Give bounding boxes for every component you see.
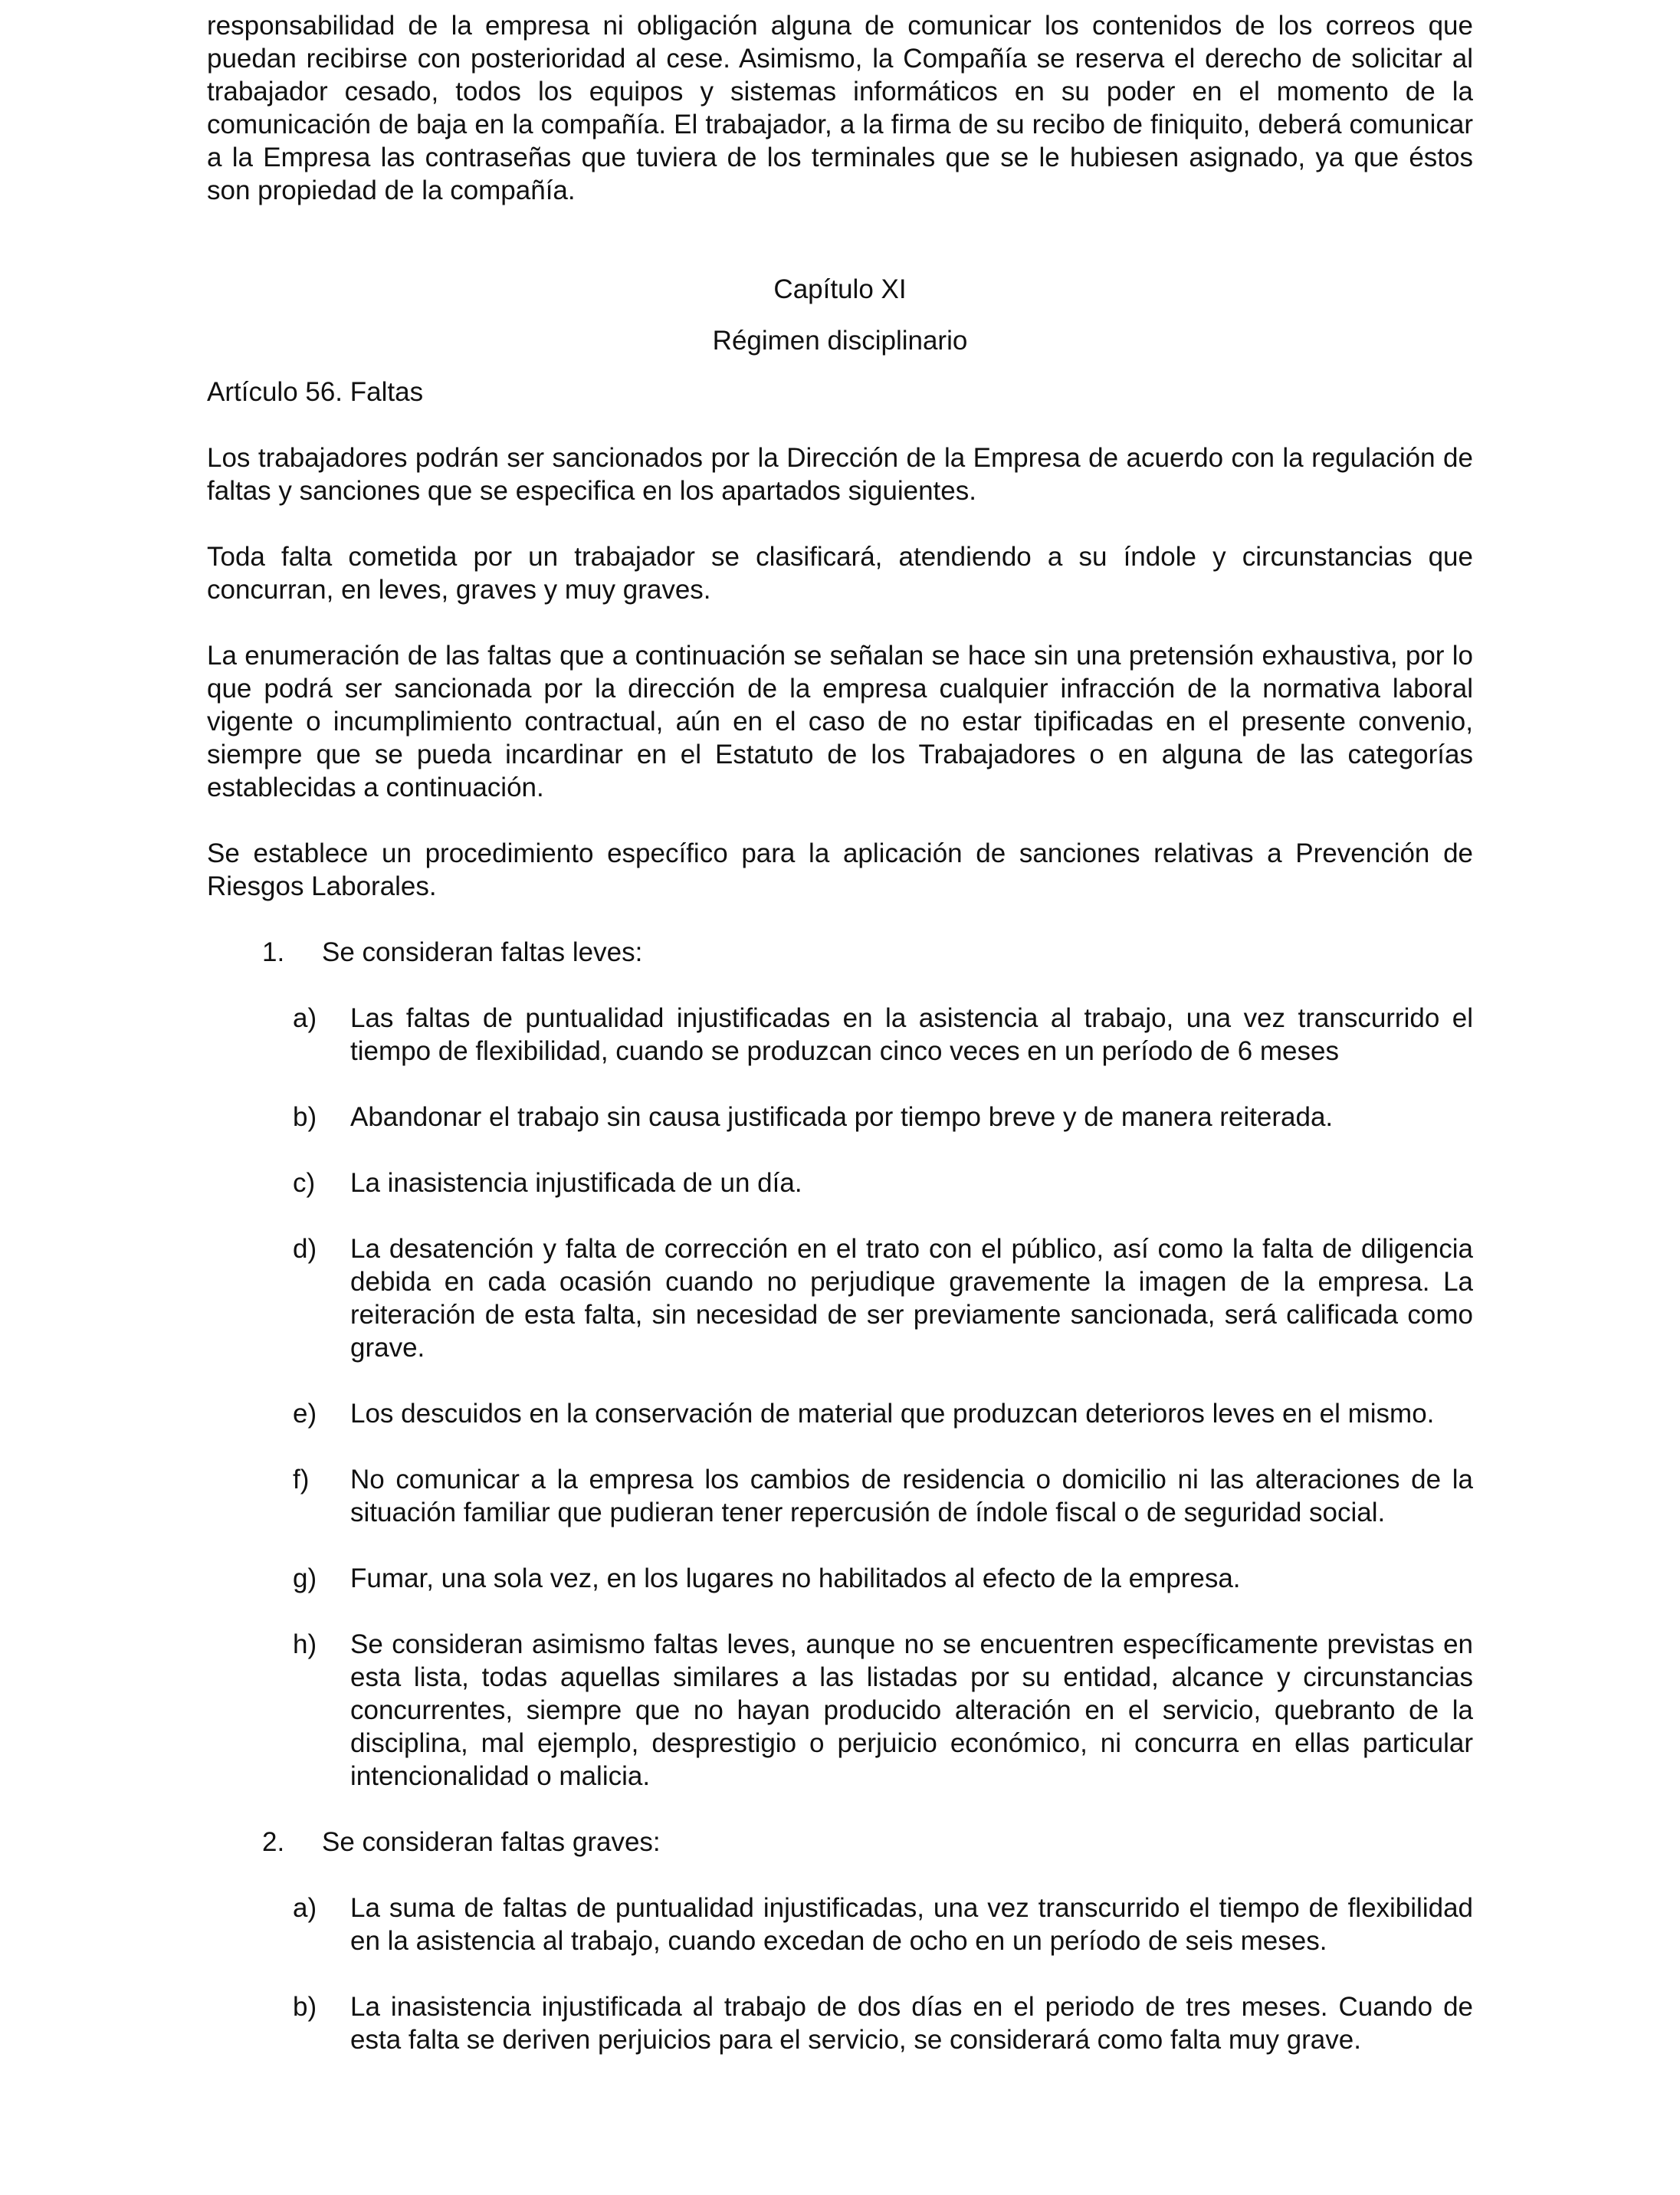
section-faltas-leves (207, 936, 1473, 1793)
list-item (207, 1397, 1473, 1430)
paragraph: Se establece un procedimiento específico para la aplicación de sanciones relativas a Prevención de Riesgos Laborales. (207, 838, 1473, 901)
chapter-title: Capítulo XI (773, 274, 907, 304)
list-item-text: Los descuidos en la conservación de material que produzcan deterioros leves en el mismo. (350, 1399, 1435, 1429)
list-item-text: La suma de faltas de puntualidad injustificadas, una vez transcurrido el tiempo de flexibilidad en la asistencia al trabajo, cuando excedan de ocho en un período de seis meses. (350, 1893, 1473, 1956)
paragraph: La enumeración de las faltas que a continuación se señalan se hace sin una pretensión exhaustiva, por lo que podrá ser sancionada por la dirección de la empresa cualquier infracción de la normativa laboral vigente o incumplimiento contractual, aún en el caso de no estar tipificadas en el presente convenio, siempre que se pueda incardinar en el Estatuto de los Trabajadores o en alguna de las categorías establecidas a continuación. (207, 641, 1473, 802)
article-title: Artículo 56. Faltas (207, 377, 424, 407)
list-item (207, 1463, 1473, 1529)
intro-paragraph: responsabilidad de la empresa ni obligación alguna de comunicar los contenidos de los correos que puedan recibirse con posterioridad al cese. Asimismo, la Compañía se reserva el derecho de solicitar al trabajador cesado, todos los equipos y sistemas informáticos en su poder en el momento de la comunicación de baja en la compañía. El trabajador, a la firma de su recibo de finiquito, deberá comunicar a la Empresa las contraseñas que tuviera de los terminales que se le hubiesen asignado, ya que éstos son propiedad de la compañía. (207, 11, 1473, 205)
list-item (207, 1101, 1473, 1134)
list-item (207, 1232, 1473, 1364)
list-item-text: La desatención y falta de corrección en el trato con el público, así como la falta de diligencia debida en cada ocasión cuando no perjudique gravemente la imagen de la empresa. La reiteración de esta falta, sin necesidad de ser previamente sancionada, será calificada como grave. (350, 1234, 1473, 1363)
list-item-letter: d) (293, 1234, 317, 1264)
section-heading-text: Se consideran faltas graves: (322, 1827, 661, 1857)
list-item (207, 1002, 1473, 1068)
list-item (207, 1628, 1473, 1793)
section-number: 1. (262, 937, 285, 967)
section-faltas-graves (207, 1826, 1473, 2056)
list-item-letter: b) (293, 1102, 317, 1132)
list-item-text: Abandonar el trabajo sin causa justificada por tiempo breve y de manera reiterada. (350, 1102, 1334, 1132)
list-item-letter: g) (293, 1563, 317, 1593)
list-item-letter: e) (293, 1399, 317, 1429)
list-item-letter: h) (293, 1629, 317, 1659)
list-item-letter: b) (293, 1992, 317, 2022)
paragraph: Los trabajadores podrán ser sancionados por la Dirección de la Empresa de acuerdo con la regulación de faltas y sanciones que se especifica en los apartados siguientes. (207, 443, 1473, 506)
list-item-text: No comunicar a la empresa los cambios de residencia o domicilio ni las alteraciones de la situación familiar que pudieran tener repercusión de índole fiscal o de seguridad social. (350, 1465, 1473, 1527)
list-item-text: Se consideran asimismo faltas leves, aunque no se encuentren específicamente previstas en esta lista, todas aquellas similares a las listadas por su entidad, alcance y circunstancias concurrentes, siempre que no hayan producido alteración en el servicio, quebranto de la disciplina, mal ejemplo, desprestigio o perjuicio económico, ni concurra en ellas particular intencionalidad o malicia. (350, 1629, 1473, 1791)
list-item-text: La inasistencia injustificada al trabajo de dos días en el periodo de tres meses. Cuando de esta falta se deriven perjuicios para el servicio, se considerará como falta muy grave. (350, 1992, 1473, 2055)
list-item-letter: a) (293, 1893, 317, 1923)
list-item (207, 1166, 1473, 1199)
list-item-letter: a) (293, 1003, 317, 1033)
list-item-text: La inasistencia injustificada de un día. (350, 1168, 802, 1198)
list-item (207, 1562, 1473, 1595)
section-heading (207, 1826, 1473, 1859)
list-item-text: Fumar, una sola vez, en los lugares no habilitados al efecto de la empresa. (350, 1563, 1241, 1593)
list-item-letter: c) (293, 1168, 316, 1198)
chapter-subtitle: Régimen disciplinario (712, 326, 968, 356)
section-heading (207, 936, 1473, 969)
list-item-letter: f) (293, 1465, 310, 1495)
paragraph: Toda falta cometida por un trabajador se clasificará, atendiendo a su índole y circunstancias que concurran, en leves, graves y muy graves. (207, 542, 1473, 605)
list-item (207, 1892, 1473, 1957)
section-number: 2. (262, 1827, 285, 1857)
section-heading-text: Se consideran faltas leves: (322, 937, 643, 967)
list-item-text: Las faltas de puntualidad injustificadas en la asistencia al trabajo, una vez transcurrido el tiempo de flexibilidad, cuando se produzcan cinco veces en un período de 6 meses (350, 1003, 1473, 1066)
list-item (207, 1990, 1473, 2056)
